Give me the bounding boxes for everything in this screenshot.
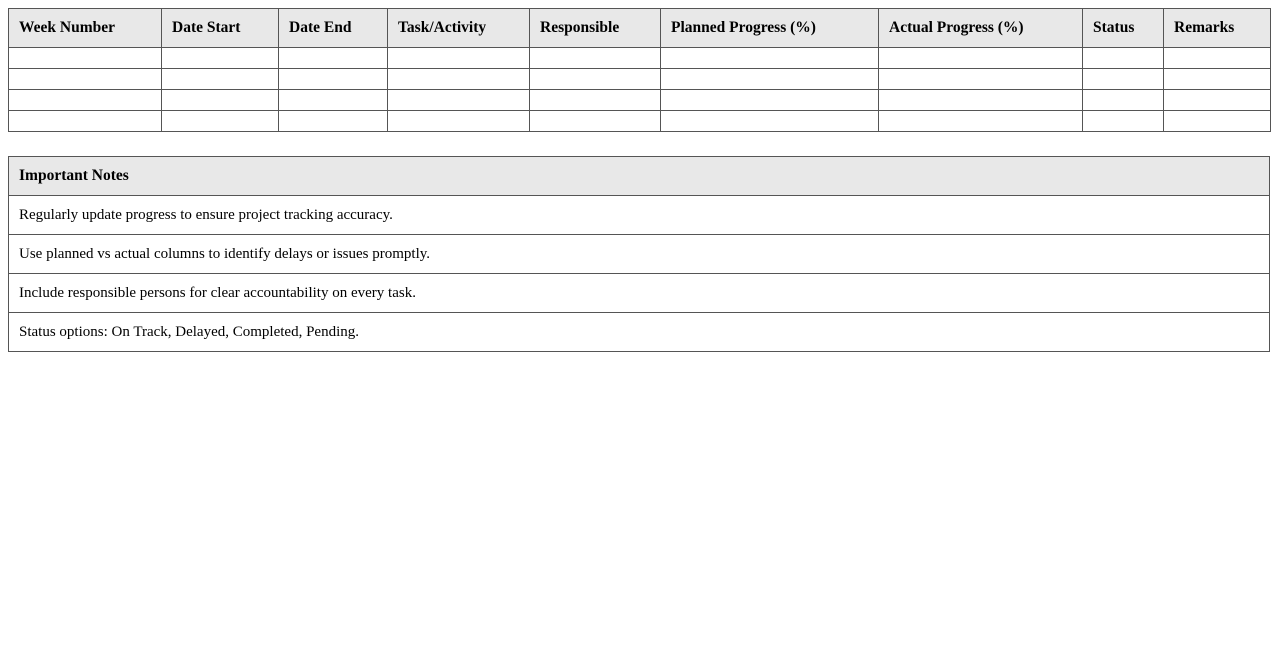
note-item: Include responsible persons for clear accountability on every task. <box>9 274 1270 313</box>
table-cell[interactable] <box>279 111 388 132</box>
table-header-row <box>9 9 1271 48</box>
note-item: Status options: On Track, Delayed, Completed, Pending. <box>9 313 1270 352</box>
table-cell[interactable] <box>162 111 279 132</box>
column-header-responsible: Responsible <box>530 9 661 48</box>
table-cell[interactable] <box>1083 90 1164 111</box>
table-cell[interactable] <box>1083 69 1164 90</box>
important-notes-table <box>8 156 1270 352</box>
table-cell[interactable] <box>879 90 1083 111</box>
document <box>8 8 1270 352</box>
table-cell[interactable] <box>388 48 530 69</box>
table-cell[interactable] <box>530 69 661 90</box>
table-cell[interactable] <box>661 69 879 90</box>
notes-header-row <box>9 157 1270 196</box>
table-cell[interactable] <box>9 48 162 69</box>
note-item: Use planned vs actual columns to identify delays or issues promptly. <box>9 235 1270 274</box>
table-cell[interactable] <box>661 90 879 111</box>
table-row <box>9 48 1271 69</box>
table-cell[interactable] <box>1083 111 1164 132</box>
column-header-date-start: Date Start <box>162 9 279 48</box>
table-cell[interactable] <box>530 111 661 132</box>
table-cell[interactable] <box>279 48 388 69</box>
table-cell[interactable] <box>162 69 279 90</box>
table-cell[interactable] <box>1164 111 1271 132</box>
table-cell[interactable] <box>879 69 1083 90</box>
table-row <box>9 90 1271 111</box>
table-cell[interactable] <box>661 48 879 69</box>
table-cell[interactable] <box>9 69 162 90</box>
table-cell[interactable] <box>162 90 279 111</box>
column-header-task-activity: Task/Activity <box>388 9 530 48</box>
table-row <box>9 69 1271 90</box>
column-header-actual-progress: Actual Progress (%) <box>879 9 1083 48</box>
note-row <box>9 274 1270 313</box>
table-cell[interactable] <box>388 111 530 132</box>
table-cell[interactable] <box>530 48 661 69</box>
table-cell[interactable] <box>9 111 162 132</box>
column-header-remarks: Remarks <box>1164 9 1271 48</box>
table-cell[interactable] <box>879 48 1083 69</box>
table-cell[interactable] <box>162 48 279 69</box>
table-cell[interactable] <box>1164 90 1271 111</box>
column-header-planned-progress: Planned Progress (%) <box>661 9 879 48</box>
progress-table <box>8 8 1271 132</box>
column-header-date-end: Date End <box>279 9 388 48</box>
note-item: Regularly update progress to ensure project tracking accuracy. <box>9 196 1270 235</box>
table-cell[interactable] <box>279 90 388 111</box>
table-cell[interactable] <box>388 90 530 111</box>
column-header-status: Status <box>1083 9 1164 48</box>
table-cell[interactable] <box>661 111 879 132</box>
column-header-week-number: Week Number <box>9 9 162 48</box>
table-cell[interactable] <box>388 69 530 90</box>
note-row <box>9 196 1270 235</box>
notes-title: Important Notes <box>9 157 1270 196</box>
note-row <box>9 235 1270 274</box>
table-cell[interactable] <box>279 69 388 90</box>
note-row <box>9 313 1270 352</box>
table-cell[interactable] <box>1083 48 1164 69</box>
table-row <box>9 111 1271 132</box>
table-cell[interactable] <box>530 90 661 111</box>
table-cell[interactable] <box>1164 48 1271 69</box>
table-cell[interactable] <box>879 111 1083 132</box>
table-cell[interactable] <box>1164 69 1271 90</box>
table-cell[interactable] <box>9 90 162 111</box>
